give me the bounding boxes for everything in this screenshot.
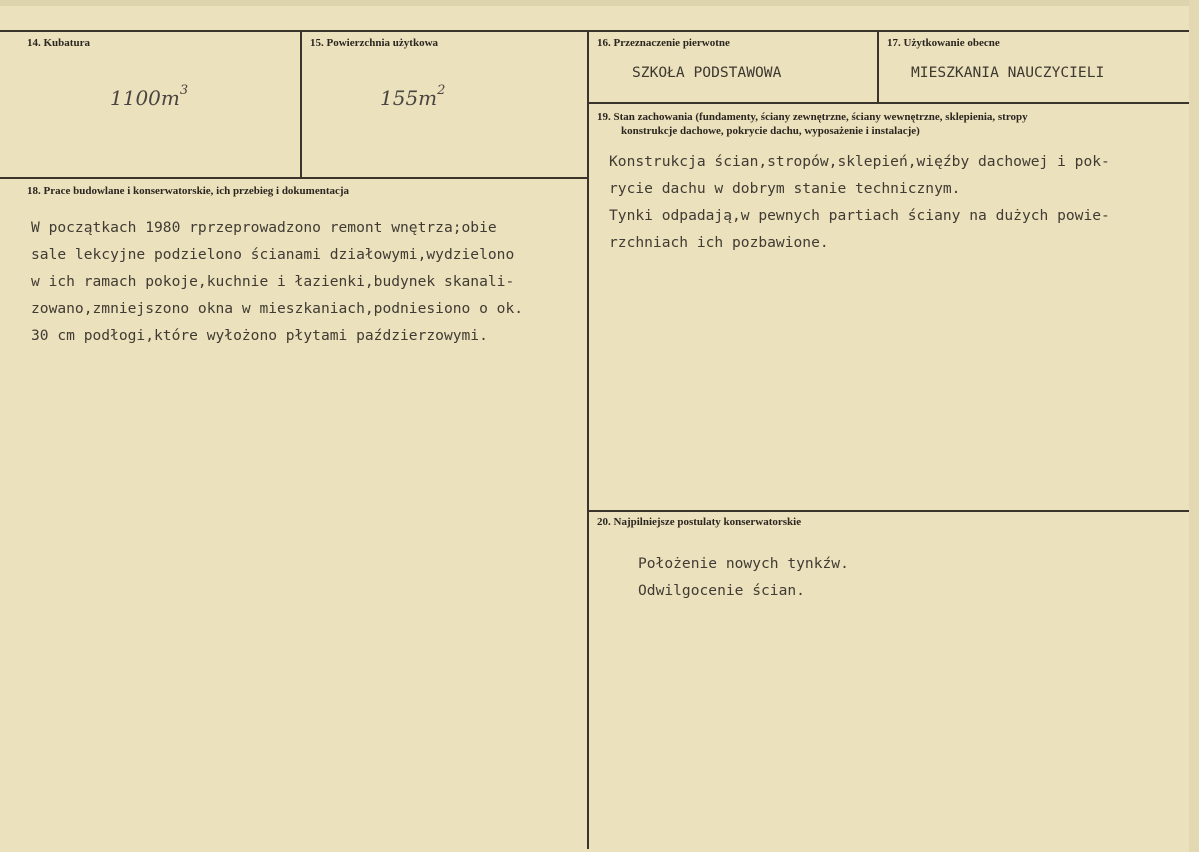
original-purpose-value: SZKOŁA PODSTAWOWA (632, 64, 782, 81)
text-line: rycie dachu w dobrym stanie technicznym. (609, 180, 961, 197)
current-use-value: MIESZKANIA NAUCZYCIELI (911, 64, 1105, 81)
field-19-label: 19. Stan zachowania (fundamenty, ściany zewnętrzne, ściany wewnętrzne, sklepienia, stropy (597, 111, 1028, 123)
rule-under-16-17 (588, 102, 1189, 104)
field-17-label: 17. Użytkowanie obecne (887, 37, 1000, 49)
field-14-value (110, 83, 189, 110)
text-line: rzchniach ich pozbawione. (609, 234, 829, 251)
usable-area-value: 155m (380, 86, 438, 110)
divider-16-17 (877, 31, 879, 103)
text-line: 30 cm podłogi,które wyłożono płytami paździerzowymi. (31, 327, 488, 344)
cubature-value: 1100m (110, 86, 180, 110)
top-rule (0, 30, 1189, 32)
field-20-label: 20. Najpilniejsze postulaty konserwatorskie (597, 516, 802, 528)
text-line: sale lekcyjne podzielono ścianami działowymi,wydzielono (31, 246, 515, 263)
rule-under-14-15 (0, 177, 588, 179)
text-line: Konstrukcja ścian,stropów,sklepień,więźby dachowej i pok- (609, 153, 1110, 170)
field-15-value (380, 83, 446, 110)
field-14-label: 14. Kubatura (27, 37, 90, 49)
divider-14-15 (300, 31, 302, 178)
field-18-label: 18. Prace budowlane i konserwatorskie, ich przebieg i dokumentacja (27, 185, 350, 197)
text-line: Odwilgocenie ścian. (638, 582, 805, 599)
text-line: W początkach 1980 rprzeprowadzono remont wnętrza;obie (31, 219, 497, 236)
text-line: Tynki odpadają,w pewnych partiach ściany na dużych powie- (609, 207, 1110, 224)
text-line: w ich ramach pokoje,kuchnie i łazienki,budynek skanali- (31, 273, 515, 290)
field-16-label: 16. Przeznaczenie pierwotne (597, 37, 730, 49)
rule-above-20 (588, 510, 1189, 512)
field-15-label: 15. Powierzchnia użytkowa (310, 37, 439, 49)
field-19-label-continuation: konstrukcje dachowe, pokrycie dachu, wyposażenie i instalacje) (621, 125, 920, 137)
text-line: zowano,zmniejszono okna w mieszkaniach,podniesiono o ok. (31, 300, 524, 317)
center-divider (587, 31, 589, 849)
cubature-unit-exponent: 3 (179, 83, 189, 99)
text-line: Położenie nowych tynkźw. (638, 555, 849, 572)
usable-area-unit-exponent: 2 (437, 83, 446, 99)
